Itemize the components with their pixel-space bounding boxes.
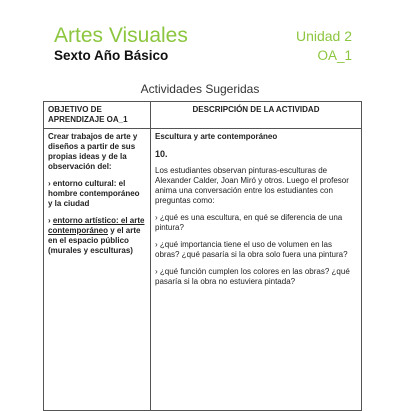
artistic-rest: y el arte en el espacio público (murales y esculturas) bbox=[48, 226, 141, 255]
activity-intro: Los estudiantes observan pinturas-esculturas de Alexander Calder, Joan Miró y otros. Luego el profesor anima una conversación entre los estudiantes con preguntas como: bbox=[155, 166, 349, 205]
activity-cell bbox=[151, 129, 362, 411]
question-3: › ¿qué función cumplen los colores en las obras? ¿qué pasaría si la obra no estuviera pintada? bbox=[155, 267, 350, 286]
bullet: › bbox=[48, 216, 53, 225]
objective-code: OA_1 bbox=[317, 48, 352, 63]
question-1: › ¿qué es una escultura, en qué se diferencia de una pintura? bbox=[155, 213, 343, 232]
objective-intro: Crear trabajos de arte y diseños a partir de sus propias ideas y de la observación del: bbox=[48, 132, 138, 171]
description-column-header: DESCRIPCIÓN DE LA ACTIVIDAD bbox=[151, 102, 362, 129]
activity-number: 10. bbox=[155, 149, 168, 159]
table-row bbox=[44, 129, 362, 411]
activities-table bbox=[43, 101, 362, 411]
objective-column-header: OBJETIVO DE APRENDIZAJE OA_1 bbox=[44, 102, 151, 129]
objective-cell bbox=[44, 129, 151, 411]
question-2: › ¿qué importancia tiene el uso de volumen en las obras? ¿qué pasaría si la obra solo fuera una pintura? bbox=[155, 240, 348, 259]
subject-title: Artes Visuales bbox=[54, 24, 188, 47]
objective-item-cultural: › entorno cultural: el hombre contemporáneo y la ciudad bbox=[48, 179, 140, 208]
unit-label: Unidad 2 bbox=[295, 28, 352, 44]
artistic-underlined: entorno artístico: el arte contemporáneo bbox=[48, 216, 145, 235]
objective-item-artistic bbox=[48, 216, 146, 256]
table-header-row bbox=[44, 102, 362, 129]
grade-subtitle: Sexto Año Básico bbox=[54, 48, 169, 63]
activity-title: Escultura y arte contemporáneo bbox=[155, 132, 278, 141]
section-title: Actividades Sugeridas bbox=[140, 82, 260, 96]
